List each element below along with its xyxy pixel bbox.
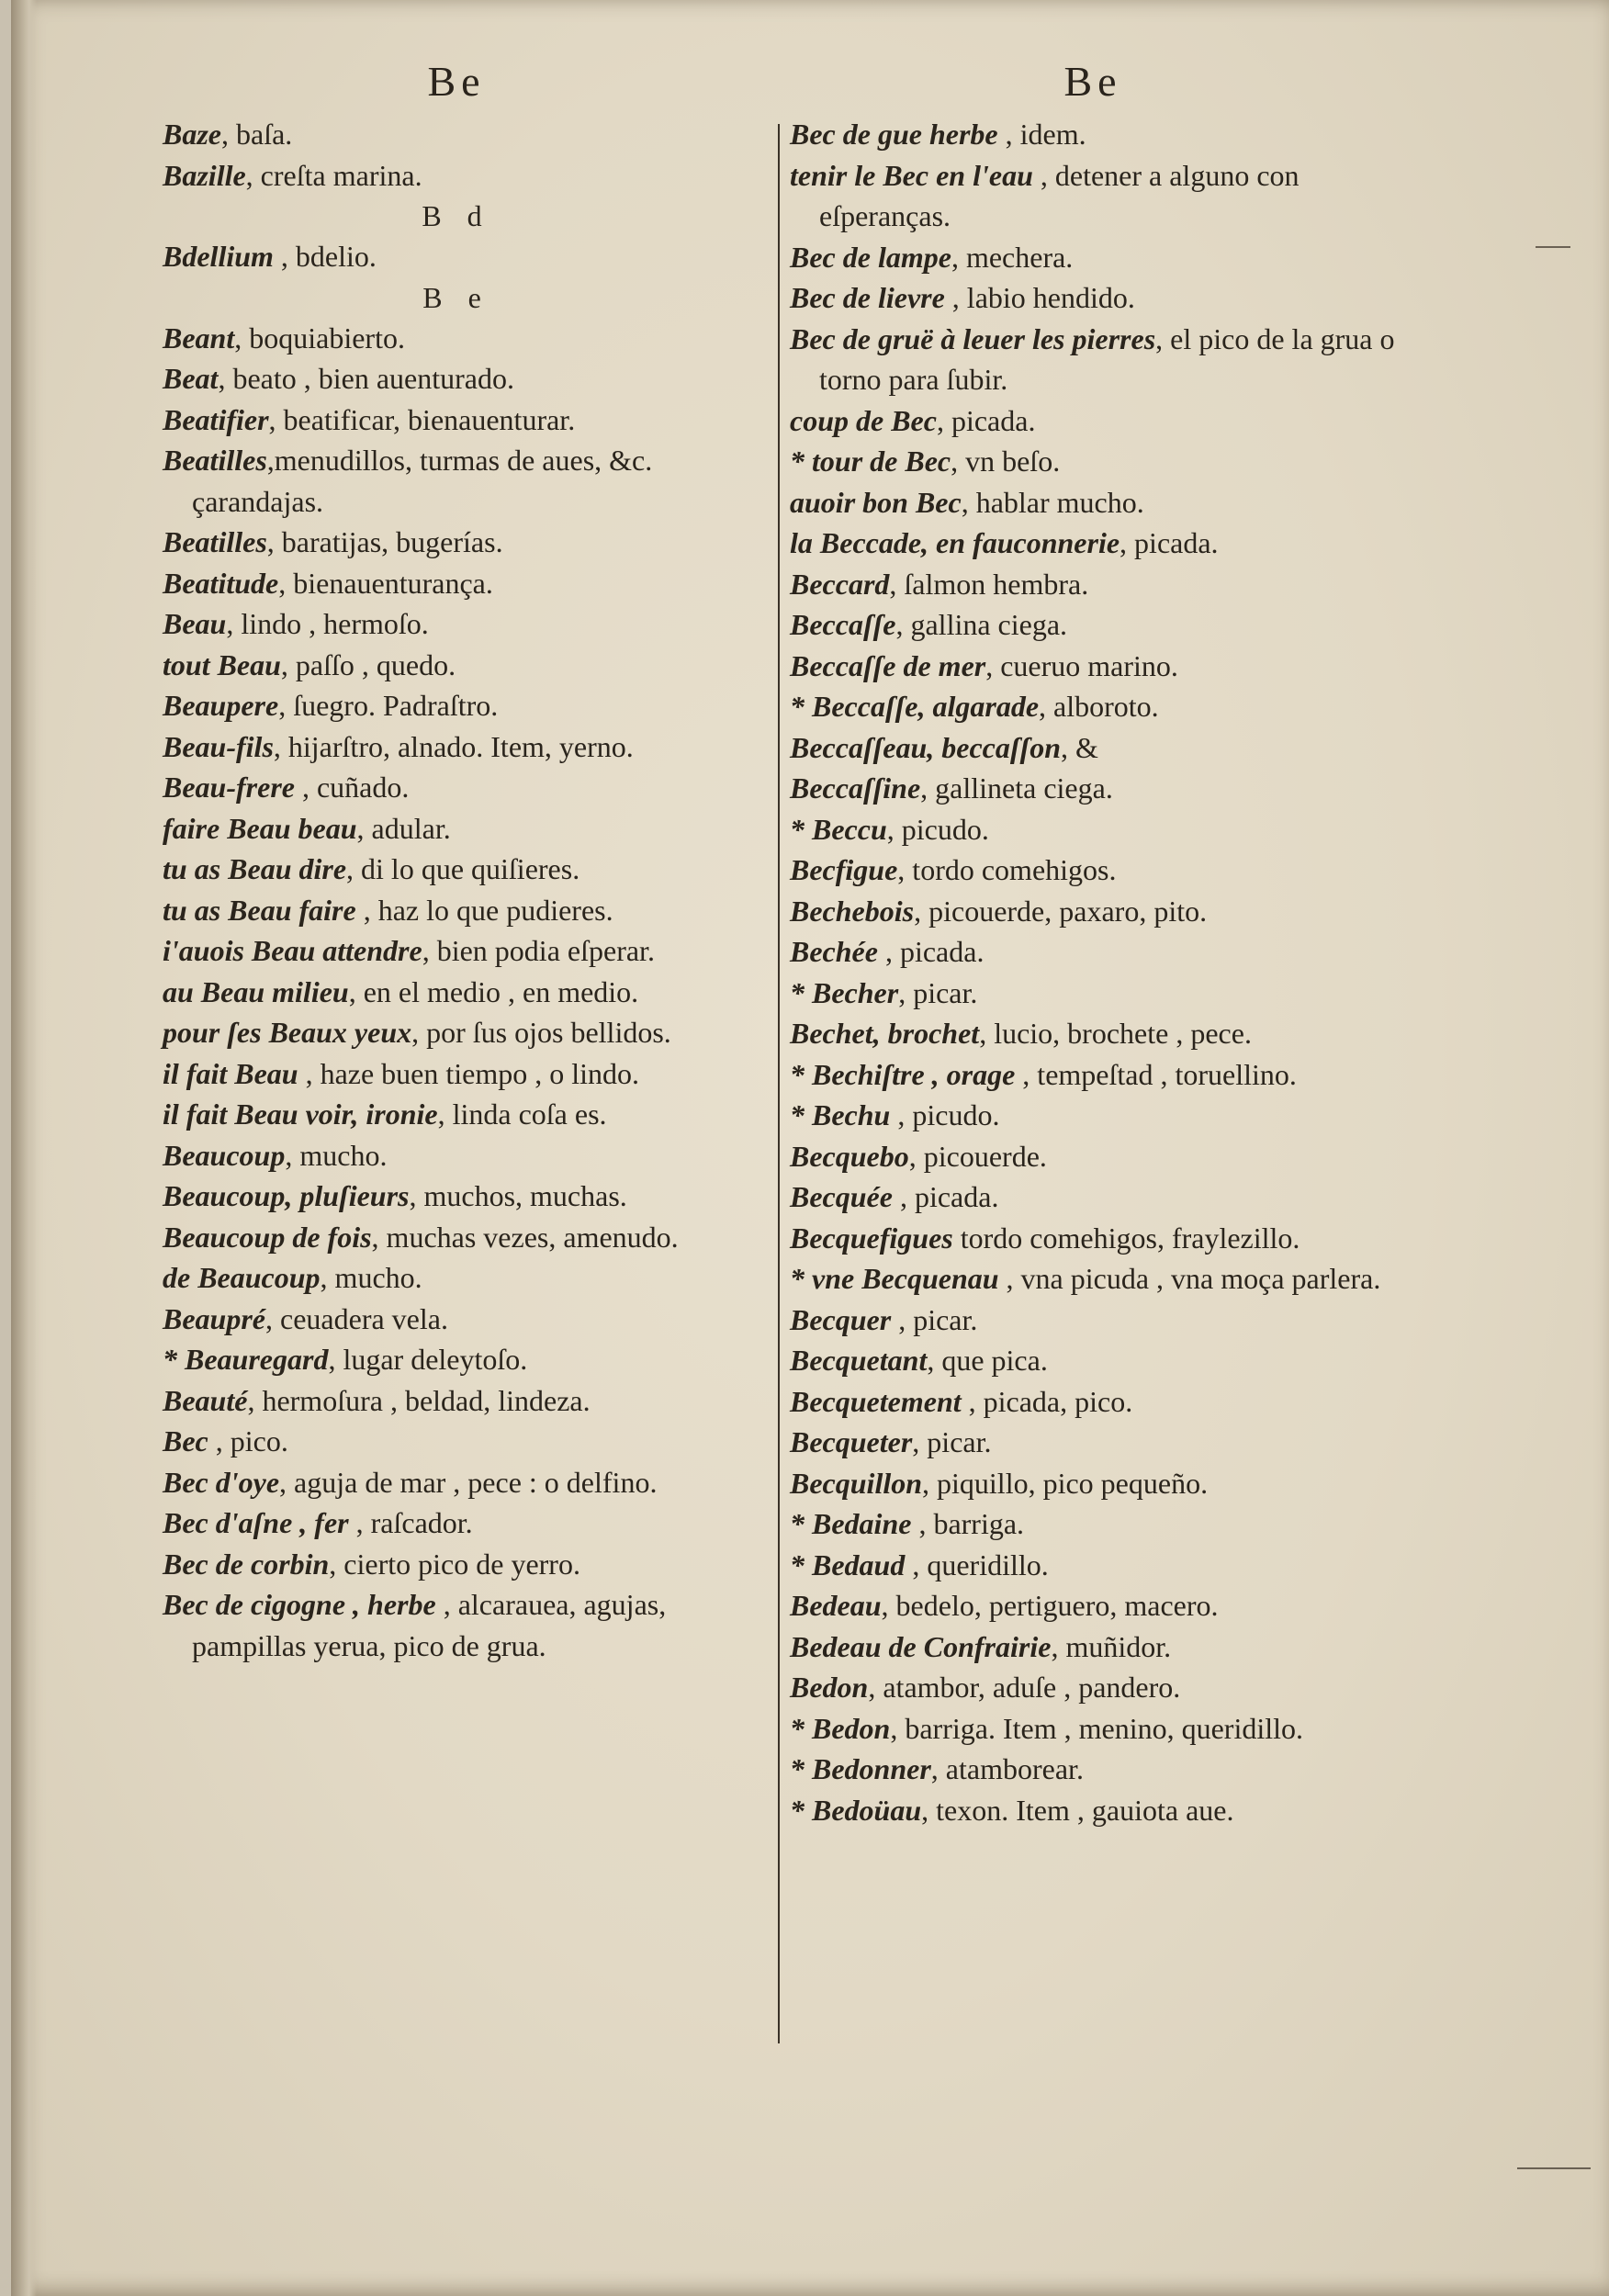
entry-headword: Bec d'oye: [163, 1465, 280, 1499]
entry-translation: , raſcador.: [348, 1506, 473, 1539]
entry-translation: , queridillo.: [905, 1548, 1049, 1581]
entry-headword: Bec de gue herbe: [790, 118, 998, 151]
dictionary-entry: [790, 1503, 1396, 1545]
book-binding-shadow: [11, 0, 37, 2296]
entry-headword: Beaupere: [163, 689, 279, 722]
dictionary-entry: [790, 727, 1396, 769]
entry-translation: , bien podia eſperar.: [422, 934, 655, 967]
dictionary-entry: [790, 1790, 1396, 1831]
entry-translation: , adular.: [356, 811, 451, 845]
entry-headword: * Bedoüau: [790, 1793, 922, 1827]
dictionary-entry: [790, 237, 1396, 278]
dictionary-entry: [163, 1094, 750, 1135]
entry-headword: * Beccaſſe, algarade: [790, 690, 1040, 723]
entry-headword: Bec de lampe: [790, 240, 951, 274]
dictionary-entry: [790, 1095, 1396, 1136]
entry-headword: Becquetement: [790, 1384, 962, 1418]
right-column-header: Be: [1063, 58, 1122, 105]
dictionary-entry: [163, 563, 750, 604]
dictionary-entry: [163, 1299, 750, 1340]
entry-headword: i'auois Beau attendre: [163, 934, 422, 967]
entry-translation: , picar.: [898, 975, 978, 1009]
dictionary-entry: [163, 1380, 750, 1422]
dictionary-entry: [790, 523, 1396, 564]
entry-translation: , aguja de mar , pece : o delfino.: [279, 1465, 658, 1499]
entry-headword: Bec d'aſne , fer: [163, 1506, 349, 1539]
dictionary-entry: [790, 1585, 1396, 1626]
entry-headword: * Bechu: [790, 1098, 891, 1131]
dictionary-entry: [163, 1053, 750, 1095]
entry-headword: Bechebois: [790, 894, 915, 928]
entry-headword: Becquillon: [790, 1466, 923, 1500]
entry-translation: , cuñado.: [294, 771, 410, 804]
entry-headword: Beaucoup, pluſieurs: [163, 1179, 410, 1212]
entry-translation: , alcarauea, agujas, pampillas yerua, pico de grua.: [192, 1588, 667, 1662]
entry-translation: , di lo que quiſieres.: [346, 852, 580, 885]
dictionary-entry: [790, 604, 1396, 646]
entry-translation: , en el medio , en medio.: [348, 974, 639, 1008]
entry-translation: , boquiabierto.: [234, 321, 405, 355]
margin-mark: [1517, 2167, 1591, 2169]
dictionary-entry: [790, 114, 1396, 155]
entry-headword: Bazille: [163, 158, 246, 192]
margin-mark: [1536, 246, 1570, 248]
entry-headword: pour ſes Beaux yeux: [163, 1016, 412, 1049]
entry-translation: , picar.: [891, 1302, 978, 1336]
dictionary-entry: [163, 1339, 750, 1380]
right-entry-list: [790, 114, 1396, 1830]
dictionary-entry: [163, 767, 750, 808]
entry-translation: , mechera.: [951, 240, 1074, 274]
entry-headword: Bechet, brochet: [790, 1017, 980, 1050]
entry-translation: , mucho.: [320, 1261, 422, 1294]
right-column: [790, 53, 1396, 1830]
dictionary-page: [11, 0, 1609, 2296]
entry-headword: * Bechiſtre , orage: [790, 1057, 1016, 1091]
dictionary-entry: [163, 1544, 750, 1585]
dictionary-entry: [790, 1013, 1396, 1054]
dictionary-entry: [163, 1135, 750, 1176]
entry-translation: , gallineta ciega.: [920, 771, 1113, 805]
entry-headword: * Bedaud: [790, 1548, 906, 1581]
entry-translation: , cierto pico de yerro.: [329, 1547, 580, 1581]
entry-headword: Becquetant: [790, 1344, 928, 1377]
entry-headword: Becquefigues: [790, 1221, 953, 1255]
entry-headword: Becquebo: [790, 1139, 909, 1173]
entry-headword: * vne Becquenau: [790, 1262, 999, 1295]
entry-translation: , baſa.: [221, 118, 293, 151]
entry-headword: Beatilles: [163, 444, 267, 477]
entry-headword: Beccard: [790, 567, 890, 601]
entry-headword: * Bedonner: [790, 1752, 931, 1785]
dictionary-entry: [790, 400, 1396, 442]
entry-headword: Bec: [163, 1424, 208, 1458]
entry-headword: Becquée: [790, 1180, 893, 1213]
entry-translation: , atamborear.: [930, 1752, 1084, 1785]
dictionary-entry: [790, 768, 1396, 809]
left-entry-list: [163, 114, 750, 1666]
dictionary-entry: [163, 726, 750, 768]
entry-translation: , cueruo marino.: [985, 648, 1178, 682]
dictionary-entry: [163, 1176, 750, 1217]
entry-headword: Bec de corbin: [163, 1547, 330, 1581]
entry-headword: Bec de lievre: [790, 281, 945, 314]
dictionary-entry: [790, 1258, 1396, 1300]
entry-translation: , picouerde, paxaro, pito.: [914, 894, 1208, 928]
entry-headword: * Beccu: [790, 812, 887, 846]
entry-translation: , creſta marina.: [245, 158, 422, 192]
entry-translation: , barriga.: [911, 1507, 1025, 1540]
entry-headword: Becqueter: [790, 1425, 913, 1458]
dictionary-entry: [163, 603, 750, 645]
section-letter-heading: B e: [422, 280, 490, 314]
entry-translation: , que pica.: [927, 1344, 1048, 1377]
entry-translation: , linda coſa es.: [437, 1097, 607, 1131]
entry-headword: il fait Beau voir, ironie: [163, 1097, 438, 1131]
dictionary-entry: [163, 808, 750, 850]
dictionary-entry: [790, 1300, 1396, 1341]
entry-translation: , muchos, muchas.: [409, 1179, 627, 1212]
entry-headword: Beau: [163, 607, 227, 640]
dictionary-entry: [790, 441, 1396, 482]
entry-headword: * tour de Bec: [790, 445, 951, 478]
entry-headword: * Beauregard: [163, 1343, 329, 1376]
dictionary-entry: [163, 318, 750, 359]
entry-translation: , detener a alguno con eſperanças.: [819, 158, 1300, 232]
entry-translation: , barriga. Item , menino, queridillo.: [890, 1711, 1303, 1745]
dictionary-entry: [163, 1012, 750, 1053]
entry-headword: Bedon: [790, 1671, 869, 1704]
entry-headword: Beccaſſine: [790, 771, 921, 805]
entry-headword: Beauté: [163, 1383, 248, 1417]
dictionary-entry: [163, 930, 750, 972]
entry-translation: , labio hendido.: [944, 281, 1135, 314]
dictionary-entry: [790, 1218, 1396, 1259]
dictionary-entry: [163, 849, 750, 890]
entry-headword: Beccaſſe de mer: [790, 648, 986, 682]
dictionary-entry: [790, 931, 1396, 973]
entry-headword: Becquer: [790, 1302, 892, 1336]
entry-translation: , bienauenturança.: [278, 566, 493, 600]
dictionary-entry: [163, 972, 750, 1013]
entry-translation: , tempeſtad , toruellino.: [1015, 1057, 1297, 1091]
entry-headword: de Beaucoup: [163, 1261, 321, 1294]
entry-headword: Bec de gruë à leuer les pierres: [790, 321, 1156, 355]
dictionary-entry: [790, 1463, 1396, 1504]
entry-headword: tout Beau: [163, 647, 281, 681]
entry-translation: , picada.: [892, 1180, 999, 1213]
dictionary-entry: [790, 1667, 1396, 1708]
entry-headword: * Bedon: [790, 1711, 891, 1745]
dictionary-entry: [790, 1545, 1396, 1586]
entry-translation: , alboroto.: [1039, 690, 1159, 723]
entry-headword: Beatilles: [163, 525, 267, 558]
entry-headword: tu as Beau dire: [163, 852, 347, 885]
entry-translation: , picudo.: [890, 1098, 1000, 1131]
entry-translation: , picada, pico.: [961, 1384, 1133, 1418]
dictionary-entry: [790, 155, 1396, 237]
dictionary-entry: [163, 358, 750, 400]
entry-headword: Beaucoup: [163, 1138, 286, 1172]
entry-translation: , haze buen tiempo , o lindo.: [298, 1056, 640, 1090]
entry-translation: , muchas vezes, amenudo.: [371, 1220, 679, 1254]
dictionary-entry: [790, 1340, 1396, 1381]
entry-headword: Bedeau de Confrairie: [790, 1629, 1052, 1663]
entry-headword: * Bedaine: [790, 1507, 912, 1540]
dictionary-entry: [790, 564, 1396, 605]
entry-headword: Beau-frere: [163, 771, 295, 804]
dictionary-entry: [790, 1176, 1396, 1218]
entry-headword: Beatitude: [163, 566, 279, 600]
entry-translation: , picada.: [1120, 526, 1219, 559]
dictionary-entry: [163, 1217, 750, 1258]
entry-headword: Beccaſſeau, beccaſſon: [790, 730, 1061, 764]
entry-translation: , picouerde.: [908, 1139, 1047, 1173]
entry-translation: , texon. Item , gauiota aue.: [921, 1793, 1234, 1827]
entry-translation: , hijarſtro, alnado. Item, yerno.: [273, 729, 634, 763]
entry-headword: Beaucoup de fois: [163, 1220, 372, 1254]
dictionary-entry: [163, 1503, 750, 1544]
entry-translation: , gallina ciega.: [895, 608, 1068, 641]
entry-headword: tu as Beau faire: [163, 893, 356, 927]
entry-translation: , por ſus ojos bellidos.: [411, 1016, 671, 1049]
entry-translation: , lugar deleytoſo.: [328, 1343, 528, 1376]
dictionary-entry: [790, 1381, 1396, 1423]
entry-translation: , muñidor.: [1051, 1629, 1172, 1663]
entry-headword: auoir bon Bec: [790, 485, 962, 519]
entry-translation: , picar.: [912, 1425, 992, 1458]
dictionary-entry: [790, 891, 1396, 932]
entry-headword: * Becher: [790, 975, 899, 1009]
dictionary-entry: [163, 440, 750, 522]
entry-headword: Bechée: [790, 935, 878, 968]
dictionary-entry: [790, 1708, 1396, 1750]
dictionary-entry: [163, 155, 750, 197]
dictionary-entry: [163, 890, 750, 931]
left-column: [163, 53, 750, 1666]
entry-headword: Beau-fils: [163, 729, 274, 763]
entry-translation: , bedelo, pertiguero, macero.: [881, 1589, 1219, 1622]
entry-translation: , picada.: [936, 403, 1036, 437]
entry-translation: , hermoſura , beldad, lindeza.: [247, 1383, 591, 1417]
dictionary-entry: [790, 686, 1396, 727]
entry-headword: Bec de cigogne , herbe: [163, 1588, 436, 1621]
dictionary-entry: [163, 1257, 750, 1299]
dictionary-entry: [163, 114, 750, 155]
entry-headword: Beaupré: [163, 1301, 265, 1335]
entry-headword: Beant: [163, 321, 235, 355]
entry-headword: Baze: [163, 118, 221, 151]
dictionary-entry: [163, 522, 750, 563]
entry-headword: la Beccade, en fauconnerie: [790, 526, 1120, 559]
entry-translation: , hablar mucho.: [961, 485, 1144, 519]
dictionary-entry: [790, 1054, 1396, 1096]
entry-translation: , picudo.: [886, 812, 989, 846]
dictionary-entry: [790, 1626, 1396, 1668]
entry-headword: Becfigue: [790, 853, 898, 886]
entry-translation: , beato , bien auenturado.: [218, 362, 514, 395]
entry-headword: Beat: [163, 362, 219, 395]
dictionary-entry: [790, 646, 1396, 687]
dictionary-entry: [790, 1749, 1396, 1790]
entry-headword: au Beau milieu: [163, 974, 349, 1008]
dictionary-entry: [790, 850, 1396, 891]
entry-headword: il fait Beau: [163, 1056, 298, 1090]
entry-translation: , vn beſo.: [951, 445, 1061, 478]
entry-translation: , atambor, aduſe , pandero.: [868, 1671, 1181, 1704]
left-column-header: Be: [427, 58, 486, 105]
entry-translation: , baratijas, bugerías.: [266, 525, 503, 558]
entry-headword: faire Beau beau: [163, 811, 357, 845]
entry-translation: , paſſo , quedo.: [280, 647, 456, 681]
entry-translation: , mucho.: [285, 1138, 388, 1172]
dictionary-entry: [163, 1421, 750, 1462]
entry-translation: , &: [1060, 730, 1098, 764]
entry-translation: , el pico de la grua o torno para ſubir.: [819, 321, 1395, 396]
entry-headword: Bedeau: [790, 1589, 882, 1622]
dictionary-entry: [790, 277, 1396, 319]
dictionary-entry: [790, 1422, 1396, 1463]
entry-translation: , haz lo que pudieres.: [355, 893, 613, 927]
entry-translation: , pico.: [208, 1424, 288, 1458]
column-divider: [778, 124, 780, 2043]
entry-translation: , picada.: [877, 935, 985, 968]
dictionary-entry: [163, 236, 750, 277]
entry-translation: , ſuegro. Padraſtro.: [278, 689, 499, 722]
dictionary-entry: [790, 809, 1396, 850]
entry-headword: Bdellium: [163, 240, 274, 273]
dictionary-entry: [163, 1584, 750, 1666]
entry-translation: tordo comehigos, fraylezillo.: [952, 1221, 1300, 1255]
dictionary-entry: [163, 1462, 750, 1503]
entry-translation: ,menudillos, turmas de aues, &c. çarandajas.: [192, 444, 653, 518]
entry-translation: , piquillo, pico pequeño.: [922, 1466, 1209, 1500]
entry-translation: , vna picuda , vna moça parlera.: [998, 1262, 1381, 1295]
entry-translation: , ceuadera vela.: [265, 1301, 448, 1335]
entry-headword: tenir le Bec en l'eau: [790, 158, 1033, 192]
entry-headword: coup de Bec: [790, 403, 937, 437]
entry-headword: Beccaſſe: [790, 608, 896, 641]
entry-translation: , bdelio.: [273, 240, 377, 273]
dictionary-entry: [790, 1136, 1396, 1177]
entry-translation: , idem.: [997, 118, 1086, 151]
dictionary-entry: [790, 973, 1396, 1014]
dictionary-entry: [163, 645, 750, 686]
entry-translation: , ſalmon hembra.: [889, 567, 1089, 601]
entry-translation: , beatificar, bienauenturar.: [268, 402, 576, 436]
dictionary-entry: [790, 482, 1396, 523]
dictionary-entry: [163, 685, 750, 726]
entry-translation: , lindo , hermoſo.: [226, 607, 429, 640]
dictionary-entry: [163, 400, 750, 441]
entry-headword: Beatifier: [163, 402, 269, 436]
entry-translation: , tordo comehigos.: [897, 853, 1117, 886]
dictionary-entry: [790, 319, 1396, 400]
section-letter-heading: B d: [422, 199, 491, 232]
entry-translation: , lucio, brochete , pece.: [979, 1017, 1252, 1050]
